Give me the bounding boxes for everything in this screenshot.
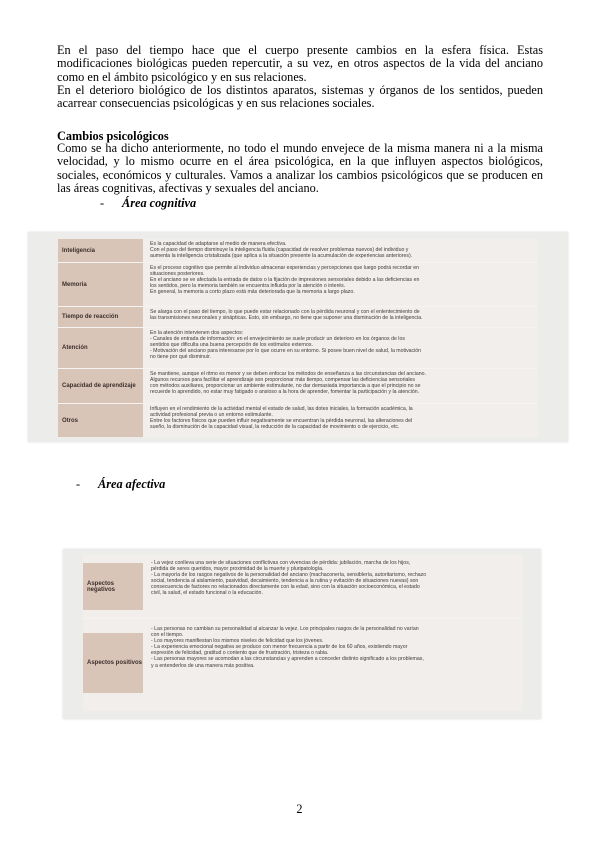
row-header: Memoria [58,263,143,306]
table-row [58,404,538,437]
bullet-cognitive [100,196,196,211]
paragraph: En el deterioro biológico de los distintos aparatos, sistemas y órganos de los sentidos, pueden acarrear consecuencias psicológicas y en sus relaciones sociales. [57,82,543,111]
table-photo-cognitive [28,232,568,442]
row-header: Inteligencia [58,239,143,262]
cognitive-table [58,239,538,437]
table-row [58,369,538,404]
row-content: - La vejez conlleva una serie de situaciones conflictivas con vivencias de pérdida: jubilación, marcha de los hijos, pérdida de seres queridos, mayor proximidad de la muerte y pluripatología. - La mayoría de los rasgos negativos de la personalidad del anciano (machaconería, sensiblería, autoritarismo, rechazo social, tendencia al aislamiento, pasividad, decaimiento, tendencia a la rutina y evitación de situaciones nuevas) son consecuencia de factores no relacionados directamente con la edad, sino con la situación socioeconómica, el estado civil, la salud, el estado funcional o la educación. [151,560,427,597]
row-content: En la atención intervienen dos aspectos: - Canales de entrada de información: en el envejecimiento se suele producir un deterioro en los órganos de los sentidos que dificulta una buena percepción de los estímulos externos. - Motivación del anciano para interesarse por lo que ocurre en su entorno. Si posee buen nivel de salud, la motivación no tiene por qué disminuir. [150,330,422,361]
table-row [83,555,523,619]
row-header: Otros [58,404,143,437]
table-row [83,619,523,711]
table-row [58,328,538,369]
section-text [57,142,543,195]
table-row [58,239,538,263]
intro-text [57,44,543,110]
section-title: Cambios psicológicos [57,129,169,143]
bullet-dash: - [100,196,105,210]
affective-table [83,555,523,711]
row-header: Capacidad de aprendizaje [58,369,143,403]
table-row [58,307,538,328]
paragraph: En el paso del tiempo hace que el cuerpo presente cambios en la esfera física. Estas modificaciones biológicas pueden repercutir, a su vez, en otros aspectos de la vida del anciano como en el ámbito psicológico y en sus relaciones. [57,43,543,84]
row-content: Se alarga con el paso del tiempo, lo que puede estar relacionado con la pérdida neuronal y con el enlentecimiento de las transmisiones neuronales y sinápticas. Esto, sin embargo, no tiene que suponer una disminución de la inteligencia. [150,309,423,322]
bullet-dash: - [76,477,81,491]
page-number: 2 [296,802,303,816]
row-content: Se mantiene, aunque el ritmo es menor y se deben enfocar los métodos de enseñanza a las circunstancias del anciano. Algunos recursos para facilitar el aprendizaje son proporcionar más tiempo, compensar las deficiencias sensoriales con métodos auxiliares, proporcionar un ambiente estimulante, no dar demasiada importancia a que el principio no se recuerde lo aprendido, no estar muy fatigado o ansioso a la hora de aprender, fomentar la participación y la atención. [150,371,426,396]
row-content: Influyen en el rendimiento de la actividad mental el estado de salud, las dotes iniciales, la formación académica, la actividad profesional previa o un entorno estimulante. Entre los factores físicos que pueden influir negativamente se encuentran la pérdida neuronal, las alteraciones del sueño, la disminución de la capacidad visual, la reducción de la capacidad de movimiento o de ejercicio, etc. [150,406,413,431]
table-photo-affective [63,549,541,719]
paragraph: Como se ha dicho anteriormente, no todo el mundo envejece de la misma manera ni a la misma velocidad, y lo mismo ocurre en el área psicológica, en la que influyen aspectos biológicos, sociales, económicos y culturales. Vamos a analizar los cambios psicológicos que se producen en las áreas cognitivas, afectivas y sexuales del anciano. [57,141,543,195]
bullet-label: Área afectiva [98,477,166,491]
bullet-affective [76,477,165,492]
row-content: - Las personas no cambian su personalidad al alcanzar la vejez. Los principales rasgos de la personalidad no varían con el tiempo. - Los mayores manifiestan los mismos niveles de felicidad que los jóvenes. - La experiencia emocional negativa se produce con menor frecuencia a partir de los 60 años, existiendo mayor expresión de felicidad, gratitud o contento que de frustración, tristeza o rabia. - Las personas mayores se acomodan a las circunstancias y aprenden a conceder distinto significado a los problemas, y a entenderlos de una manera más positiva. [151,626,424,669]
row-header: Aspectos negativos [83,563,143,610]
row-header: Atención [58,328,143,368]
row-header: Aspectos positivos [83,633,143,693]
table-row [58,263,538,307]
row-content: Es la capacidad de adaptarse al medio de manera efectiva. Con el paso del tiempo disminuye la inteligencia fluida (capacidad de resolver problemas nuevos) del individuo y aumenta la inteligencia cristalizada (que aplica a la situación presente la acumulación de experiencias anteriores). [150,241,413,260]
row-header: Tiempo de reacción [58,307,143,327]
row-content: Es el proceso cognitivo que permite al individuo almacenar experiencias y percepciones que luego podrá recordar en situaciones posteriores. En el anciano se ve afectada la entrada de datos o la fijación de impresiones sensoriales debido a las deficiencias en los sentidos, pero la memoria también se encuentra influida por la atención o interés. En general, la memoria a corto plazo está más deteriorada que la memoria a largo plazo. [150,265,420,296]
bullet-label: Área cognitiva [122,196,197,210]
